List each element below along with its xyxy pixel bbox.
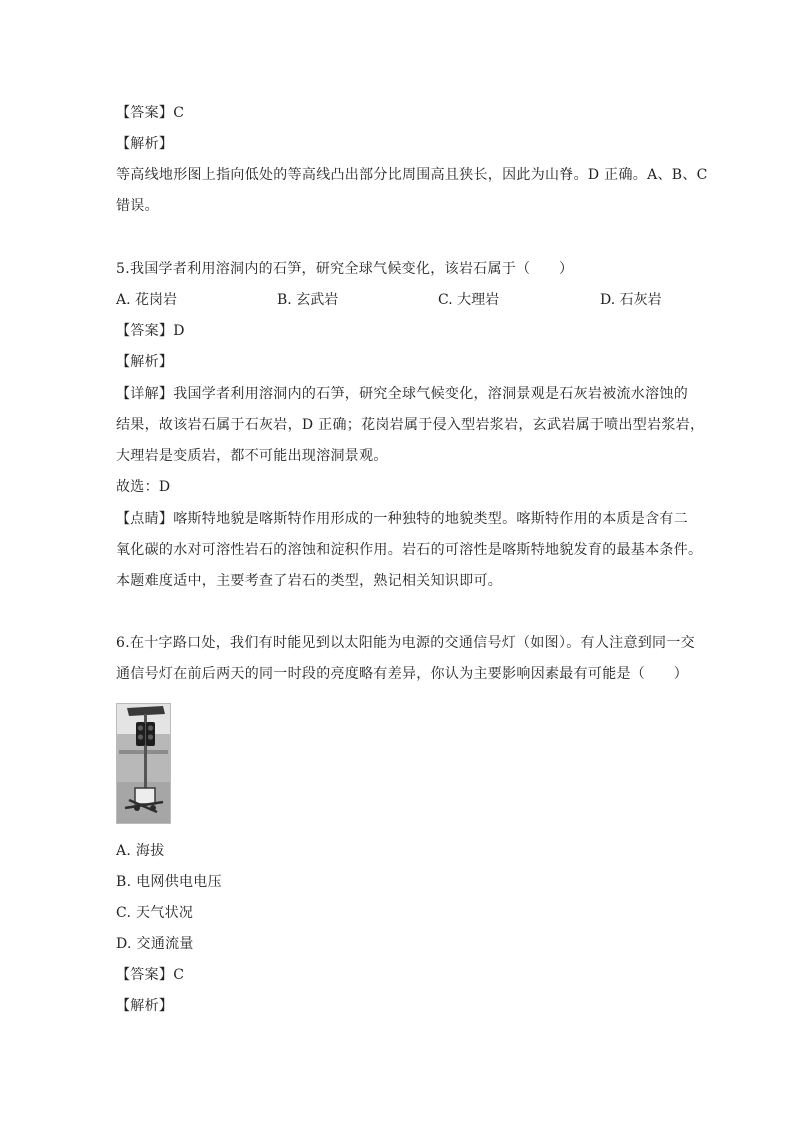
q5-tip-line2: 氧化碳的水对可溶性岩石的溶蚀和淀积作用。岩石的可溶性是喀斯特地貌发育的最基本条件。 — [116, 542, 703, 558]
q5-detail-line1: 【详解】我国学者利用溶洞内的石笋，研究全球气候变化，溶洞景观是石灰岩被流水溶蚀的 — [116, 386, 688, 402]
q6-option-c: C. 天气状况 — [116, 905, 194, 921]
q6-analysis-label: 【解析】 — [116, 998, 174, 1014]
q4-analysis-line2: 错误。 — [116, 198, 159, 214]
q6-question-line1: 6.在十字路口处，我们有时能见到以太阳能为电源的交通信号灯（如图）。有人注意到同一交 — [116, 635, 695, 651]
q5-option-b: B. 玄武岩 — [277, 292, 339, 308]
q4-analysis-label: 【解析】 — [116, 136, 174, 152]
q5-option-d: D. 石灰岩 — [600, 292, 662, 308]
q5-answer: 【答案】D — [116, 323, 185, 339]
q5-detail-line2: 结果，故该岩石属于石灰岩，D 正确；花岗岩属于侵入型岩浆岩，玄武岩属于喷出型岩浆岩， — [116, 417, 705, 433]
solar-traffic-light-photo-icon — [116, 703, 171, 824]
q4-answer: 【答案】C — [116, 105, 185, 121]
q5-option-c: C. 大理岩 — [438, 292, 500, 308]
q5-analysis-label: 【解析】 — [116, 354, 174, 370]
q6-option-a: A. 海拔 — [116, 843, 165, 859]
q5-choice: 故选：D — [116, 479, 171, 495]
q6-option-b: B. 电网供电电压 — [116, 874, 222, 890]
q5-tip-line3: 本题难度适中，主要考查了岩石的类型，熟记相关知识即可。 — [116, 573, 503, 589]
q6-question-line2: 通信号灯在前后两天的同一时段的亮度略有差异，你认为主要影响因素最有可能是（ ） — [116, 666, 688, 682]
q6-option-d: D. 交通流量 — [116, 936, 194, 952]
q4-analysis-line1: 等高线地形图上指向低处的等高线凸出部分比周围高且狭长，因此为山脊。D 正确。A、B、C — [116, 167, 708, 183]
q6-answer: 【答案】C — [116, 967, 185, 983]
q5-detail-line3: 大理岩是变质岩，都不可能出现溶洞景观。 — [116, 448, 388, 464]
q5-question: 5.我国学者利用溶洞内的石笋，研究全球气候变化，该岩石属于（ ） — [116, 261, 574, 277]
q5-option-a: A. 花岗岩 — [116, 292, 178, 308]
q5-tip-line1: 【点睛】喀斯特地貌是喀斯特作用形成的一种独特的地貌类型。喀斯特作用的本质是含有二 — [116, 511, 688, 527]
